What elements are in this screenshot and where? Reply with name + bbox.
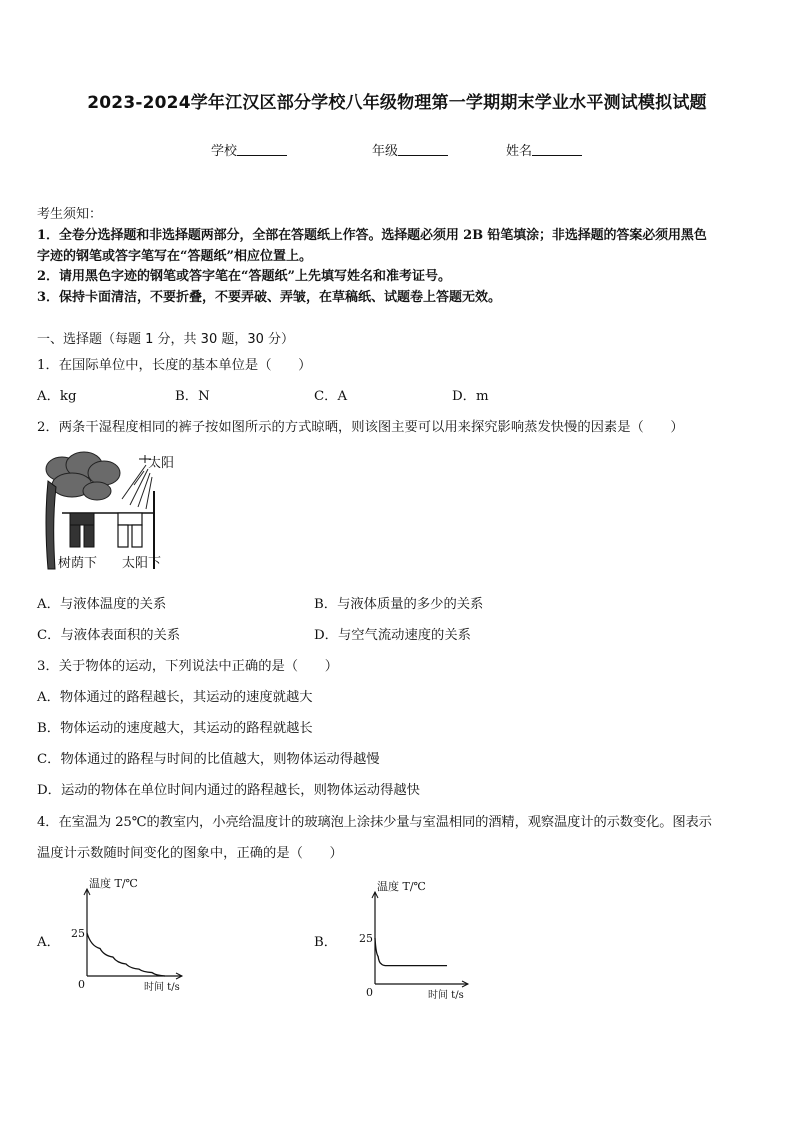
q1-option-a[interactable]: A．kg	[37, 389, 77, 404]
pants-in-sun	[118, 513, 142, 547]
x-axis-label: 时间 t/s	[144, 982, 180, 993]
origin-label: 0	[366, 986, 373, 999]
notice-item-2: 2．请用黑色字迹的钢笔或答字笔在“答题纸”上先填写姓名和准考证号。	[37, 269, 452, 284]
notice-item-1: 1．全卷分选择题和非选择题两部分，全部在答题纸上作答。选择题必须用 2B 铅笔填涂；非选择题的答案必须用黑色	[37, 228, 707, 243]
graph-a-svg	[62, 875, 212, 1000]
tick-label-25: 25	[359, 932, 373, 945]
q2-stem: 2．两条干湿程度相同的裤子按如图所示的方式晾晒，则该图主要可以用来探究影响蒸发快慢的因素是（ ）	[37, 420, 684, 435]
q4-stem-line2: 温度计示数随时间变化的图象中，正确的是（ ）	[37, 846, 343, 861]
origin-label: 0	[78, 978, 85, 991]
q2-option-d[interactable]: D．与空气流动速度的关系	[314, 628, 471, 643]
name-field[interactable]	[506, 140, 582, 159]
q4-stem-line1: 4．在室温为 25℃的教室内，小亮给温度计的玻璃泡上涂抹少量与室温相同的酒精，观察温度计的示数变化。图表示	[37, 815, 712, 830]
q2-figure	[42, 451, 182, 576]
grade-blank[interactable]	[398, 143, 448, 156]
exam-title: 2023-2024学年江汉区部分学校八年级物理第一学期期末学业水平测试模拟试题	[87, 93, 707, 113]
label-sunlight: 太阳下	[122, 556, 162, 571]
school-label: 学校	[211, 144, 238, 159]
q4-option-a[interactable]: A．	[37, 935, 60, 950]
q3-stem: 3．关于物体的运动，下列说法中正确的是（ ）	[37, 659, 338, 674]
q2-option-a[interactable]: A．与液体温度的关系	[37, 597, 167, 612]
q1-option-b[interactable]: B．N	[175, 389, 210, 404]
tick-label-25: 25	[71, 927, 85, 940]
name-label: 姓名	[506, 144, 533, 159]
q1-option-c[interactable]: C．A	[314, 389, 348, 404]
section-heading: 一、选择题（每题 1 分，共 30 题，30 分）	[37, 332, 295, 347]
pants-in-shade	[70, 513, 94, 547]
temperature-curve	[87, 933, 165, 976]
q2-option-c[interactable]: C．与液体表面积的关系	[37, 628, 181, 643]
school-blank[interactable]	[237, 143, 287, 156]
q3-option-d[interactable]: D．运动的物体在单位时间内通过的路程越长，则物体运动得越快	[37, 783, 420, 798]
notice-item-3: 3．保持卡面清洁，不要折叠，不要弄破、弄皱，在草稿纸、试题卷上答题无效。	[37, 290, 502, 305]
q1-option-d[interactable]: D．m	[452, 389, 489, 404]
q4-graph-b	[350, 880, 500, 1009]
q3-option-b[interactable]: B．物体运动的速度越大，其运动的路程就越长	[37, 721, 313, 736]
graph-b-svg	[350, 880, 500, 1005]
sun-rays	[122, 465, 152, 509]
y-axis-label: 温度 T/℃	[377, 880, 426, 893]
q4-graph-a	[62, 875, 212, 1004]
q1-stem: 1．在国际单位中，长度的基本单位是（ ）	[37, 358, 312, 373]
notice-heading: 考生须知：	[37, 207, 103, 222]
q3-option-c[interactable]: C．物体通过的路程与时间的比值越大，则物体运动得越慢	[37, 752, 380, 767]
y-axis-label: 温度 T/℃	[89, 877, 138, 890]
tree-trunk	[46, 481, 56, 569]
school-field[interactable]	[211, 140, 287, 159]
grade-label: 年级	[372, 144, 399, 159]
grade-field[interactable]	[372, 140, 448, 159]
laundry-illustration	[42, 451, 182, 576]
q4-option-b[interactable]: B．	[314, 935, 338, 950]
x-axis-label: 时间 t/s	[428, 990, 464, 1001]
q3-option-a[interactable]: A．物体通过的路程越长，其运动的速度就越大	[37, 690, 313, 705]
notice-item-1-cont: 字迹的钢笔或答字笔写在“答题纸”相应位置上。	[37, 249, 312, 264]
label-sun: 太阳	[148, 456, 175, 471]
temperature-curve	[375, 938, 447, 966]
name-blank[interactable]	[532, 143, 582, 156]
q2-option-b[interactable]: B．与液体质量的多少的关系	[314, 597, 484, 612]
tree-canopy	[46, 452, 120, 500]
label-shade: 树荫下	[58, 556, 98, 571]
